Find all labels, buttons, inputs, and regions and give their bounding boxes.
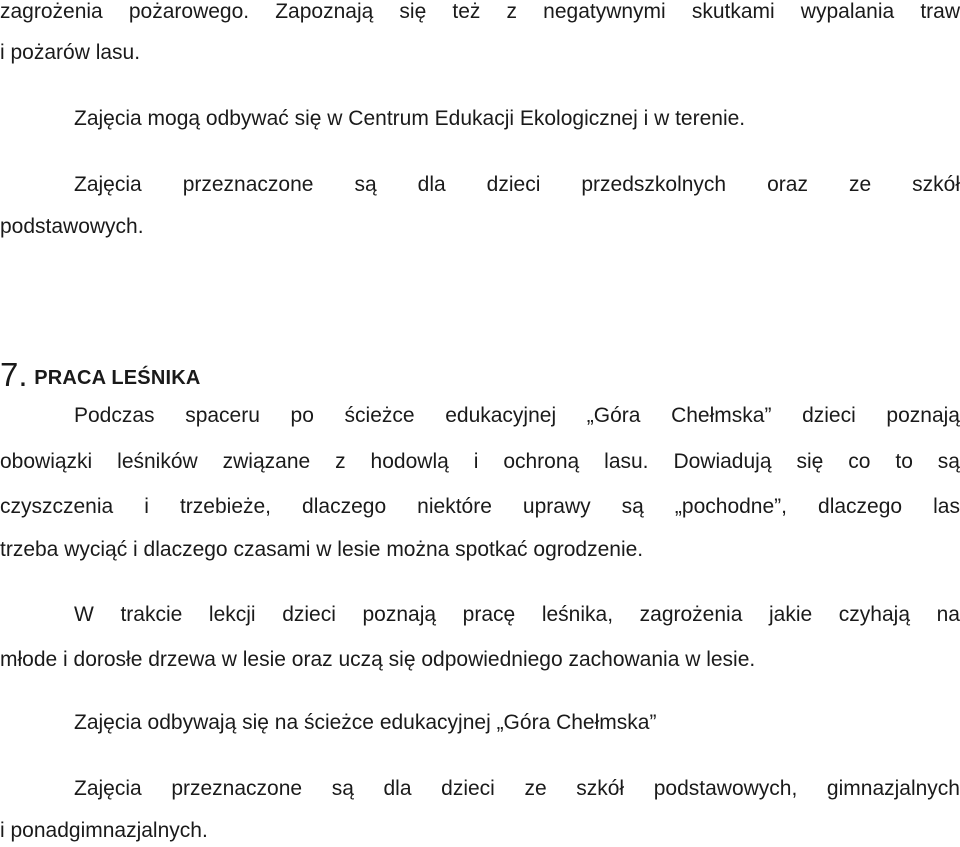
paragraph-5-line-1: W trakcie lekcji dzieci poznają pracę leśnika, zagrożenia jakie czyhają na bbox=[74, 603, 960, 626]
paragraph-4-line-3: czyszczenia i trzebieże, dlaczego niektóre uprawy są „pochodne”, dlaczego las bbox=[0, 495, 960, 518]
paragraph-3-line-2: podstawowych. bbox=[0, 215, 144, 238]
paragraph-5-line-2: młode i dorosłe drzewa w lesie oraz uczą się odpowiedniego zachowania w lesie. bbox=[0, 648, 756, 671]
paragraph-4-line-1: Podczas spaceru po ścieżce edukacyjnej „Góra Chełmska” dzieci poznają bbox=[74, 404, 960, 427]
section-heading bbox=[0, 355, 201, 398]
section-title: PRACA LEŚNIKA bbox=[34, 366, 201, 389]
paragraph-4-line-4: trzeba wyciąć i dlaczego czasami w lesie można spotkać ogrodzenie. bbox=[0, 538, 644, 561]
paragraph-3-line-1: Zajęcia przeznaczone są dla dzieci przedszkolnych oraz ze szkół bbox=[74, 173, 960, 196]
paragraph-6-line-1: Zajęcia odbywają się na ścieżce edukacyjnej „Góra Chełmska” bbox=[74, 711, 657, 734]
section-number: 7. bbox=[0, 355, 28, 393]
paragraph-1-line-2: i pożarów lasu. bbox=[0, 41, 141, 64]
paragraph-4-line-2: obowiązki leśników związane z hodowlą i ochroną lasu. Dowiadują się co to są bbox=[0, 450, 960, 473]
paragraph-2-line-1: Zajęcia mogą odbywać się w Centrum Edukacji Ekologicznej i w terenie. bbox=[74, 107, 746, 130]
paragraph-1-line-1: zagrożenia pożarowego. Zapoznają się też z negatywnymi skutkami wypalania traw bbox=[0, 0, 960, 23]
paragraph-7-line-2: i ponadgimnazjalnych. bbox=[0, 819, 208, 842]
paragraph-7-line-1: Zajęcia przeznaczone są dla dzieci ze szkół podstawowych, gimnazjalnych bbox=[74, 777, 960, 800]
